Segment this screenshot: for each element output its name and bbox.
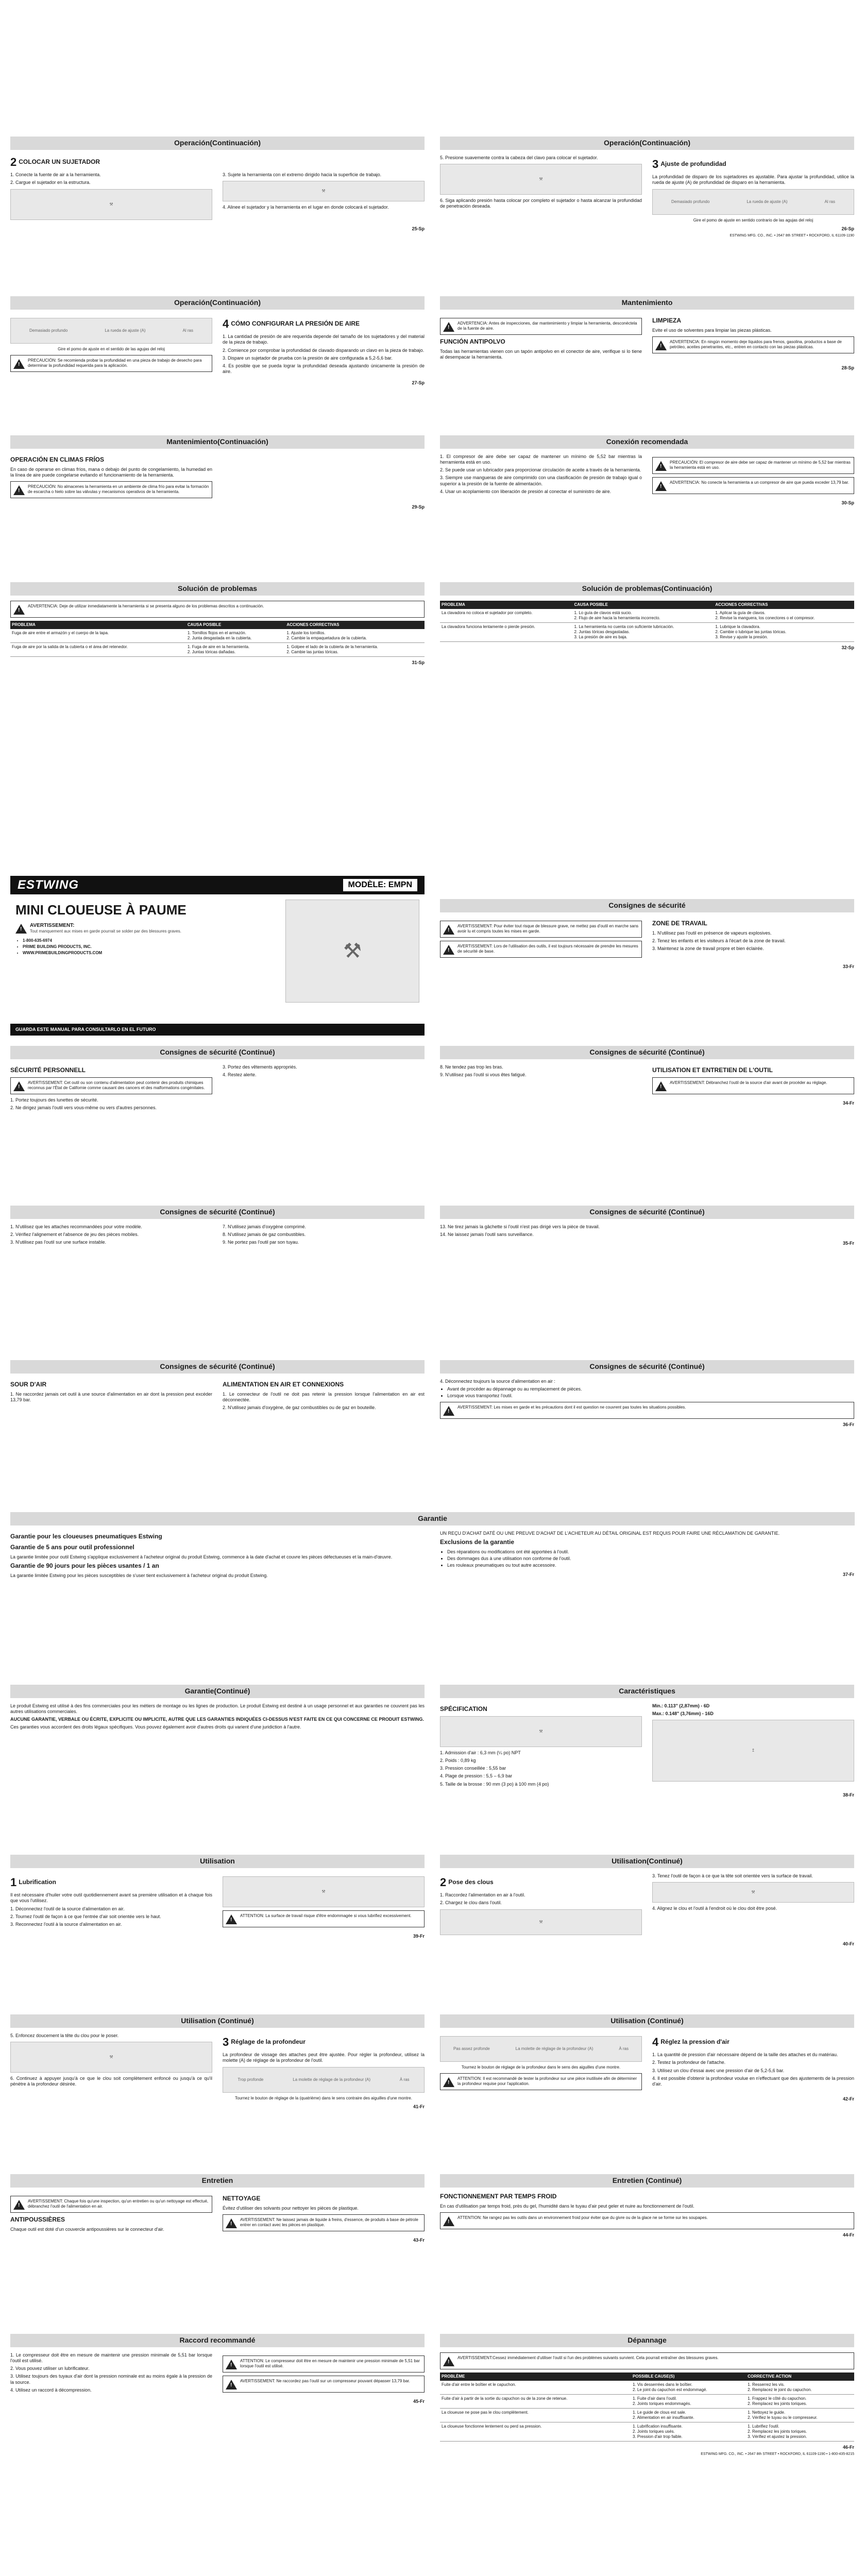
warning-icon xyxy=(443,2357,454,2366)
table-row: Fuga de aire por la salida de la cubierta o el área del retenedor. 1. Fuga de aire en la herramienta. 2. Juntas tóricas dañadas. 1. Golpee el lado de la cubierta de la herramienta. 2. Cambie las juntas tóricas. xyxy=(10,642,425,656)
nailer-illustration: ⚒ xyxy=(440,1909,642,1935)
row-5 xyxy=(10,876,855,1041)
sub-heading: SÉCURITÉ PERSONNELL xyxy=(10,1066,86,1074)
page-number: 40-Fr xyxy=(842,1941,854,1946)
warning-text: Tout manquement aux mises en garde pourrait se solder par des blessures graves. xyxy=(30,929,181,934)
page-number: 43-Fr xyxy=(413,2237,425,2243)
sub-heading: ALIMENTATION EN AIR ET CONNEXIONS xyxy=(223,1380,344,1388)
row-9 xyxy=(10,1512,855,1651)
sub-heading: OPERACIÓN EN CLIMAS FRÍOS xyxy=(10,455,105,463)
page-36-fr-a: Consignes de sécurité (Continué) SOUR D'AIR 1. Ne raccordez jamais cet outil à une source d'alimentation en air dont la pression peut excéder 13,79 bar. ALIMENTATION EN AIR ET CONNEXIONS 1. Le connecteur de l'outil ne doit pas retenir la pression lorsque l'alimentation en air est déconnectée. 2. N'utilisez jamais d'oxygène, de gaz combustibles ou de gaz en bouteille. xyxy=(10,1360,425,1463)
warning-icon xyxy=(13,1081,25,1091)
section-header: Operación(Continuación) xyxy=(10,137,425,150)
sub-heading: ZONE DE TRAVAIL xyxy=(652,919,707,927)
row-10 xyxy=(10,1685,855,1839)
caution-box: ! ATTENTION: Ne rangez pas les outils dans un environnement froid pour éviter que du givre ou de la glace ne se forme sur les soupapes. xyxy=(440,2212,854,2229)
page-36-fr-b: Consignes de sécurité (Continué) 4. Déconnectez toujours la source d'alimentation en air : • Avant de procéder au dépannage ou au remplacement de pièces. • Lorsque vous transportez l'outil. ! AVERTISSEMENT: Les mises en garde et les précautions dont il est question ne couvrent pas toutes les situations possibles. 36-Fr xyxy=(440,1360,854,1463)
model-label: MODÈLE: EMPN xyxy=(343,879,417,891)
page-number: 36-Fr xyxy=(842,1422,854,1428)
sub-heading: Exclusions de la garantie xyxy=(440,1538,515,1546)
warning-icon xyxy=(655,1081,667,1091)
sub-heading: Garantie de 5 ans pour outil professionnel xyxy=(10,1543,134,1551)
cover-page xyxy=(10,876,425,1036)
section-header: Consignes de sécurité (Continué) xyxy=(440,1046,854,1059)
section-header: Consignes de sécurité xyxy=(440,899,854,912)
cover-bottom-band: GUARDA ESTE MANUAL PARA CONSULTARLO EN EL FUTURO xyxy=(10,1024,425,1036)
warning-label: AVERTISSEMENT: xyxy=(30,922,75,928)
caution-box: ! ATTENTION: La surface de travail risque d'être endommagée si vous lubrifiez excessivement. xyxy=(223,1910,425,1927)
table-row: Fuga de aire entre el armazón y el cuerpo de la tapa. 1. Tornillos flojos en el armazón. 2. Junta desgastada en la cubierta. 1. Ajuste los tornillos. 2. Cambie la empaquetadura de la cubierta. xyxy=(10,629,425,643)
footer-address: ESTWING MFG. CO., INC. • 2647 8th STREET • ROCKFORD, IL 61109-1190 xyxy=(730,233,854,238)
page-35-fr-b: Consignes de sécurité (Continué) 13. Ne tirez jamais la gâchette si l'outil n'est pas dirigé vers la pièce de travail. 14. Ne laissez jamais l'outil sans surveillance. 35-Fr xyxy=(440,1206,854,1309)
page-42-fr: Utilisation (Continué) Pas assez profonde La molette de réglage de la profondeur (A) À ras Tournez le bouton de réglage de la profondeur dans le sens des aiguilles d'une montre. ! ATTENTION: Il est recommandé de tester la profondeur sur une pièce inutilisée afin de déterminer la profondeur requise pour l'application. 4 Réglez la pression d'air 1. La quantité de pression d'air nécessaire dépend de la taille des attaches et du matériau. 2. Testez la profondeur de l'attache. 3. Utilisez un clou d'essai avec une pression d'air de 5,2-5,6 bar. 4. Il est possible d'obtenir la profondeur voulue en n'effectuant que des ajustements de la pression d'air. 42-Fr xyxy=(440,2014,854,2125)
step-text: 2. Cargue el sujetador en la estructura. xyxy=(10,180,91,185)
warning-box: ! ADVERTENCIA: En ningún momento deje líquidos para frenos, gasolina, productos a base de petróleo, aceites penetrantes, etc., entren en contacto con las piezas plásticas. xyxy=(652,336,854,353)
section-header: Entretien (Continué) xyxy=(440,2174,854,2188)
row-14 xyxy=(10,2334,855,2504)
step-heading: 3 Ajuste de profundidad xyxy=(652,157,726,171)
nailer-illustration: ⚒ xyxy=(652,1882,854,1903)
section-header: Utilisation xyxy=(10,1855,425,1868)
row-8 xyxy=(10,1360,855,1463)
table-row: La clavadora no coloca el sujetador por completo. 1. Lo guía de clavos está sucio. 2. Flujo de aire hacia la herramienta incorrecto. 1. Aplicar la guía de clavos. 2. Revise la manguera, los conectores o el compresor. xyxy=(440,609,854,623)
depth-illustration: Pas assez profonde La molette de réglage de la profondeur (A) À ras xyxy=(440,2036,642,2062)
nailer-illustration: ⚒ xyxy=(440,1716,642,1747)
page-34-fr-a: Consignes de sécurité (Continué) SÉCURITÉ PERSONNELL ! AVERTISSEMENT: Cet outil ou son contenu d'alimentation peut contenir des produits chimiques reconnus par l'État de Californie comme causant des cancers et des malformations congénitales. 1. Portez toujours des lunettes de sécurité. 2. Ne dirigez jamais l'outil vers vous-même ou vers d'autres personnes. 3. Portez des vêtements appropriés. 4. Restez alerte. xyxy=(10,1046,425,1154)
warning-box: ! AVERTISSEMENT:Cessez immédiatement d'utiliser l'outil si l'un des problèmes suivants survient. Cela pourrait entraîner des blessures graves. xyxy=(440,2352,854,2369)
warning-icon xyxy=(13,485,25,495)
table-row: La cloueuse fonctionne lentement ou perd sa pression. 1. Lubrification insuffisante. 2. Joints toriques usés. 3. Pression d'air trop faible. 1. Lubrifiez l'outil. 2. Remplacez les joints toriques. 3. Vérifiez et ajustez la pression. xyxy=(440,2422,854,2441)
page-number: 35-Fr xyxy=(842,1241,854,1246)
page-30-sp: Conexión recomendada 1. El compresor de aire debe ser capaz de mantener un mínimo de 5,52 bar mientras la herramienta está en uso. 2. Se puede usar un lubricador para proporcionar circulación de aceite a través de la herramienta. 3. Siempre use mangueras de aire comprimido con una clasificación de presión de trabajo igual o superior a la presión de la fuente de alimentación. 4. Usar un acoplamiento con liberación de presión al conectar el suministro de aire. ! PRECAUCIÓN: El compresor de aire debe ser capaz de mantener un mínimo de 5,52 bar mientras la herramienta está en uso. ! ADVERTENCIA: No conecte la herramienta a un compresor de aire que pueda exceder 13,79 bar. 30-Sp xyxy=(440,435,854,554)
page-44-fr: Entretien (Continué) FONCTIONNEMENT PAR TEMPS FROID En cas d'utilisation par temps froid, près du gel, l'humidité dans le tuyau d'air peut geler et nuire au fonctionnement de l'outil. ! ATTENTION: Ne rangez pas les outils dans un environnement froid pour éviter que du givre ou de la glace ne se forme sur les soupapes. 44-Fr xyxy=(440,2174,854,2277)
warning-icon xyxy=(655,481,667,491)
page-number: 26-Sp xyxy=(841,226,854,231)
caption: Gire el pomo de ajuste en sentido contrario de las agujas del reloj xyxy=(693,217,813,223)
warning-box: ! AVERTISSEMENT: Lors de l'utilisation des outils, il est toujours nécessaire de prendre les mesures de sécurité de base. xyxy=(440,941,642,958)
step-heading: 1 Lubrification xyxy=(10,1875,56,1889)
section-header: Entretien xyxy=(10,2174,425,2188)
warning-icon xyxy=(226,2218,237,2228)
page-35-fr-a: Consignes de sécurité (Continué) 1. N'utilisez que les attaches recommandées pour votre modèle. 2. Vérifiez l'alignement et l'absence de jeu des pièces mobiles. 3. N'utilisez pas l'outil sur une surface instable. 7. N'utilisez jamais d'oxygène comprimé. 8. N'utilisez jamais de gaz combustibles. 9. Ne portez pas l'outil par son tuyau. xyxy=(10,1206,425,1309)
page-38-fr-a: Garantie(Continué) Le produit Estwing est utilisé à des fins commerciales pour les métiers de montage ou les lignes de production. Le produit Estwing est destiné à un usage personnel et aux garanties ne couvrent pas les autres utilisations commerciales. AUCUNE GARANTIE, VERBALE OU ÉCRITE, EXPLICITE OU IMPLICITE, AUTRE QUE LES GARANTIES INDIQUÉES CI-DESSUS N'EST FAITE EN CE QUI CONCERNE CE PRODUIT ESTWING. Ces garanties vous accordent des droits légaux spécifiques. Vous pouvez également avoir d'autres droits qui varient d'une juridiction à l'autre. xyxy=(10,1685,425,1839)
warning-icon xyxy=(443,2077,454,2087)
section-header: Consignes de sécurité (Continué) xyxy=(10,1360,425,1374)
caution-box: ! PRECAUCIÓN: No almacenes la herramienta en un ambiente de clima frío para evitar la formación de escarcha o hielo sobre las válvulas y mecanismos operativos de la herramienta. xyxy=(10,481,212,498)
section-header: Operación(Continuación) xyxy=(440,137,854,150)
warning-icon xyxy=(443,925,454,935)
table-row: La clavadora funciona lentamente o pierde presión. 1. La herramienta no cuenta con suficiente lubricación. 2. Juntas tóricas desgastadas. 3. La presión de aire es baja. 1. Lubrique la clavadora. 2. Cambie o lubrique las juntas tóricas. 3. Revise y ajuste la presión. xyxy=(440,622,854,641)
page-number: 38-Fr xyxy=(842,1792,854,1798)
section-header: Operación(Continuación) xyxy=(10,296,425,310)
section-header: Mantenimiento xyxy=(440,296,854,310)
page-number: 27-Sp xyxy=(412,380,425,385)
section-header: Mantenimiento(Continuación) xyxy=(10,435,425,449)
section-header: Conexión recomendada xyxy=(440,435,854,449)
nailer-illustration: ⚒ xyxy=(10,189,212,220)
page-number: 33-Fr xyxy=(842,963,854,969)
caution-box: ! PRECAUCIÓN: Se recomienda probar la profundidad en una pieza de trabajo de desecho para determinar la profundidad requerida para la aplicación. xyxy=(10,355,212,372)
page-26-sp xyxy=(440,137,854,247)
contact-list: • 1-800-635-6974 • PRIME BUILDING PRODUCTS, INC. • WWW.PRIMEBUILDINGPRODUCTS.COM xyxy=(23,938,280,956)
warning-box: ! AVERTISSEMENT: Ne laissez jamais de liquide à freins, d'essence, de produits à base de pétrole entrer en contact avec les pièces en plastique. xyxy=(223,2214,425,2231)
warning-box: ! ADVERTENCIA: Deje de utilizar inmediatamente la herramienta si se presenta alguno de los problemas descritos a continuación. xyxy=(10,601,425,618)
warning-icon xyxy=(13,359,25,369)
warning-box: ! AVERTISSEMENT: Pour éviter tout risque de blessure grave, ne mettez pas d'outil en marche sans avoir lu et compris toutes les mises en garde. xyxy=(440,921,642,938)
warning-icon xyxy=(15,924,27,934)
brand-logo: ESTWING xyxy=(18,878,79,892)
table-row: Fuite d'air entre le boîtier et le capuchon. 1. Vis desserrées dans le boîtier. 2. Le joint du capuchon est endommagé. 1. Resserrez les vis. 2. Remplacez le joint du capuchon. xyxy=(440,2381,854,2395)
page-25-sp xyxy=(10,137,425,247)
page-40-fr: Utilisation(Continué) 2 Pose des clous 1. Raccordez l'alimentation en air à l'outil. 2. Chargez le clou dans l'outil. ⚒ 3. Tenez l'outil de façon à ce que la tête soit orientée vers la surface de travail. ⚒ 4. Alignez le clou et l'outil à l'endroit où le clou doit être posé. 40-Fr xyxy=(440,1855,854,1958)
section-header: Utilisation(Continué) xyxy=(440,1855,854,1868)
step-heading: 2 Pose des clous xyxy=(440,1875,494,1889)
page-45-fr: Raccord recommandé 1. Le compresseur doit être en mesure de maintenir une pression minimale de 5,51 bar lorsque l'outil est utilisé. 2. Vous pouvez utiliser un lubrificateur. 3. Utilisez toujours des tuyaux d'air dont la pression nominale est au moins égale à la pression de la source. 4. Utilisez un raccord à décompression. ! ATTENTION: Le compresseur doit être en mesure de maintenir une pression minimale de 5,51 bar lorsque l'outil est utilisé. ! AVERTISSEMENT: Ne raccordez pas l'outil sur un compresseur pouvant dépasser 13,79 bar. 45-Fr xyxy=(10,2334,425,2504)
step-heading: 3 Réglage de la profondeur xyxy=(223,2035,306,2048)
warning-icon xyxy=(226,1914,237,1924)
section-header: Utilisation (Continué) xyxy=(10,2014,425,2028)
page-33-fr: Consignes de sécurité ! AVERTISSEMENT: Pour éviter tout risque de blessure grave, ne mettez pas d'outil en marche sans avoir lu et compris toutes les mises en garde. ! AVERTISSEMENT: Lors de l'utilisation des outils, il est toujours nécessaire de prendre les mesures de sécurité de base. ZONE DE TRAVAIL 1. N'utilisez pas l'outil en présence de vapeurs explosives. 2. Tenez les enfants et les visiteurs à l'écart de la zone de travail. 3. Maintenez la zone de travail propre et bien éclairée. 33-Fr xyxy=(440,899,854,1041)
caution-box: ! ATTENTION: Le compresseur doit être en mesure de maintenir une pression minimale de 5,51 bar lorsque l'outil est utilisé. xyxy=(223,2355,425,2372)
depth-illustration: Trop profonde La molette de réglage de la profondeur (A) À ras xyxy=(223,2067,425,2093)
page-37-fr-b: UN REÇU D'ACHAT DATÉ OU UNE PREUVE D'ACHAT DE L'ACHETEUR AU DÉTAIL ORIGINAL EST REQUIS POUR FAIRE UNE RÉCLAMATION DE GARANTIE. Exclusions de la garantie • Des réparations ou modifications ont été apportées à l'outil. • Des dommages dus à une utilisation non conforme de l'outil. • Les rouleaux pneumatiques ou tout autre accessoire. 37-Fr xyxy=(440,1531,854,1581)
page-43-fr: Entretien ! AVERTISSEMENT: Chaque fois qu'une inspection, qu'un entretien ou qu'un nettoyage est effectué, débranchez l'outil de l'alimentation en air. ANTIPOUSSIÈRES Chaque outil est doté d'un couvercle antipoussières sur le connecteur d'air. NETTOYAGE Évitez d'utiliser des solvants pour nettoyer les pièces de plastique. ! AVERTISSEMENT: Ne laissez jamais de liquide à freins, d'essence, de produits à base de pétrole entrer en contact avec les pièces en plastique. 43-Fr xyxy=(10,2174,425,2277)
nailer-illustration: ⚒ xyxy=(10,2042,212,2073)
row-2 xyxy=(10,296,855,410)
nailer-illustration: ⚒ xyxy=(223,181,425,201)
sub-heading: UTILISATION ET ENTRETIEN DE L'OUTIL xyxy=(652,1066,773,1074)
page-number: 34-Fr xyxy=(842,1100,854,1106)
table-row: La cloueuse ne pose pas le clou complètement. 1. Le guide de clous est sale. 2. Alimentation en air insuffisante. 1. Nettoyez le guide. 2. Vérifiez le tuyau ou le compresseur. xyxy=(440,2408,854,2422)
section-header: Garantie(Continué) xyxy=(10,1685,425,1698)
nail-diagram: ↥ xyxy=(652,1720,854,1782)
sub-heading: FUNCIÓN ANTIPOLVO xyxy=(440,337,505,345)
step-text: 6. Siga aplicando presión hasta colocar por completo el sujetador o hasta alcanzar la profundidad de penetración deseada. xyxy=(440,197,642,209)
sub-heading: Garantie de 90 jours pour les pièces usantes / 1 an xyxy=(10,1562,159,1569)
page-number: 41-Fr xyxy=(413,2104,425,2109)
table-row: Fuite d'air à partir de la sortie du capuchon ou de la zone de retenue. 1. Fuite d'air dans l'outil. 2. Joints toriques endommagés. 1. Frappez le côté du capuchon. 2. Remplacez les joints toriques. xyxy=(440,2394,854,2408)
row-7 xyxy=(10,1206,855,1309)
section-header: Solución de problemas xyxy=(10,582,425,596)
page-38-fr-b: Caractéristiques SPÉCIFICATION ⚒ 1. Admission d'air : 6,3 mm (¼ po) NPT 2. Poids : 0,89 kg 3. Pression conseillée : 5,55 bar 4. Plage de pression : 5,5 – 6,9 bar 5. Taille de la brosse : 90 mm (3 po) à 100 mm (4 po) Min.: 0.113" (2,87mm) - 6D Max.: 0.148" (3,76mm) - 16D ↥ 38-Fr xyxy=(440,1685,854,1839)
warning-box: ! ADVERTENCIA: Antes de inspecciones, dar mantenimiento y limpiar la herramienta, desconéctela de la fuente de aire. xyxy=(440,318,642,335)
step-text: 4. Alinee el sujetador y la herramienta en el lugar en donde colocará el sujetador. xyxy=(223,205,389,210)
caption: Gire el pomo de ajuste en el sentido de las agujas del reloj xyxy=(58,346,165,351)
section-header: Raccord recommandé xyxy=(10,2334,425,2347)
warning-icon xyxy=(655,341,667,350)
product-image: ⚒ xyxy=(285,900,419,1003)
oil-illustration: ⚒ xyxy=(223,1876,425,1907)
section-header: Consignes de sécurité (Continué) xyxy=(440,1360,854,1374)
page-34-fr-b: Consignes de sécurité (Continué) 8. Ne tendez pas trop les bras. 9. N'utilisez pas l'outil si vous êtes fatigué. UTILISATION ET ENTRETIEN DE L'OUTIL ! AVERTISSEMENT: Débranchez l'outil de la source d'air avant de procéder au réglage. 34-Fr xyxy=(440,1046,854,1154)
warning-box: ! AVERTISSEMENT: Les mises en garde et les précautions dont il est question ne couvrent pas toutes les situations possibles. xyxy=(440,1402,854,1419)
warning-icon xyxy=(443,1406,454,1416)
troubleshooting-table: PROBLEMA CAUSA POSIBLE ACCIONES CORRECTIVAS La clavadora no coloca el sujetador por completo. 1. Lo guía de clavos está sucio. 2. Flujo de aire hacia la herramienta incorrecto. 1. Aplicar la guía de clavos. 2. Revise la manguera, los conectores o el compresor. La clavadora funciona lentamente o pierde presión. 1. La herramienta no cuenta con suficiente lubricación. 2. Juntas tóricas desgastadas. 3. La presión de aire es baja. 1. Lubrique la clavadora. 2. Cambie o lubrique las juntas tóricas. 3. Revise y ajuste la presión. xyxy=(440,601,854,642)
section-header: Garantie xyxy=(10,1512,855,1526)
section-header: Consignes de sécurité (Continué) xyxy=(10,1206,425,1219)
troubleshooting-table: PROBLEMA CAUSA POSIBLE ACCIONES CORRECTIVAS Fuga de aire entre el armazón y el cuerpo de la tapa. 1. Tornillos flojos en el armazón. 2. Junta desgastada en la cubierta. 1. Ajuste los tornillos. 2. Cambie la empaquetadura de la cubierta. Fuga de aire por la salida de la cubierta o el área del retenedor. 1. Fuga de aire en la herramienta. 2. Juntas tóricas dañadas. 1. Golpee el lado de la cubierta de la herramienta. 2. Cambie las juntas tóricas. xyxy=(10,621,425,657)
row-4 xyxy=(10,582,855,685)
warning-icon xyxy=(443,322,454,332)
page-number: 28-Sp xyxy=(841,365,854,370)
row-11 xyxy=(10,1855,855,1958)
depth-illustration: Demasiado profundo La rueda de ajuste (A) Al ras xyxy=(652,189,854,215)
section-header: Consignes de sécurité (Continué) xyxy=(440,1206,854,1219)
sub-heading: Garantie pour les cloueuses pneumatiques Estwing xyxy=(10,1532,162,1540)
step-text: 3. Sujete la herramienta con el extremo dirigido hacia la superficie de trabajo. xyxy=(223,172,382,177)
warning-icon xyxy=(443,945,454,955)
section-header: Utilisation (Continué) xyxy=(440,2014,854,2028)
page-46-fr xyxy=(440,2334,854,2504)
warning-icon xyxy=(226,2360,237,2369)
page-27-sp: Operación(Continuación) Demasiado profundo La rueda de ajuste (A) Al ras Gire el pomo de ajuste en el sentido de las agujas del reloj ! PRECAUCIÓN: Se recomienda probar la profundidad en una pieza de trabajo de desecho para determinar la profundidad requerida para la aplicación. 4 CÓMO CONFIGURAR LA PRESIÓN DE AIRE 1. La cantidad de presión de aire requerida depende del tamaño de los sujetadores y del material de la pieza de trabajo. 2. Comience por comprobar la profundidad de clavado disparando un clavo en la pieza de trabajo. 3. Dispare un sujetador de prueba con la presión de aire configurada a 5,2-5,6 bar. 4. Es posible que se pueda lograr la profundidad deseada ajustando únicamente la presión de aire. 27-Sp xyxy=(10,296,425,410)
page-37-fr-a: Garantie pour les cloueuses pneumatiques Estwing Garantie de 5 ans pour outil professionnel La garantie limitée pour outil Estwing s'applique exclusivement à l'acheteur original du produit Estwing, commence à la date d'achat et couvre les pièces défectueuses et la main-d'œuvre. Garantie de 90 jours pour les pièces usantes / 1 an La garantie limitée Estwing pour les pièces susceptibles de s'user tient exclusivement à l'acheteur original du produit Estwing. xyxy=(10,1531,425,1581)
page-number: 45-Fr xyxy=(413,2398,425,2404)
page-29-sp: Mantenimiento(Continuación) OPERACIÓN EN CLIMAS FRÍOS En caso de operarse en climas fríos, mana o debajo del punto de congelamiento, la humedad en la línea de aire puede congelarse evitando el funcionamiento de la herramienta. ! PRECAUCIÓN: No almacenes la herramienta en un ambiente de clima frío para evitar la formación de escarcha o hielo sobre las válvulas y mecanismos operativos de la herramienta. 29-Sp xyxy=(10,435,425,554)
step-heading: 4 CÓMO CONFIGURAR LA PRESIÓN DE AIRE xyxy=(223,317,360,330)
warning-box: ! AVERTISSEMENT: Chaque fois qu'une inspection, qu'un entretien ou qu'un nettoyage est effectué, débranchez l'outil de l'alimentation en air. xyxy=(10,2196,212,2213)
page-31-sp xyxy=(10,582,425,685)
sub-heading: LIMPIEZA xyxy=(652,316,681,324)
row-1 xyxy=(10,137,855,247)
sub-heading: SPÉCIFICATION xyxy=(440,1705,487,1713)
sub-heading: SOUR D'AIR xyxy=(10,1380,47,1388)
row-6 xyxy=(10,1046,855,1154)
caution-box: ! PRECAUCIÓN: El compresor de aire debe ser capaz de mantener un mínimo de 5,52 bar mientras la herramienta está en uso. xyxy=(652,457,854,474)
sub-heading: NETTOYAGE xyxy=(223,2194,261,2202)
page-number: 39-Fr xyxy=(413,1933,425,1939)
step-heading: 4 Réglez la pression d'air xyxy=(652,2035,730,2048)
caution-box: ! ATTENTION: Il est recommandé de tester la profondeur sur une pièce inutilisée afin de déterminer la profondeur requise pour l'application. xyxy=(440,2073,642,2090)
warning-icon xyxy=(443,2216,454,2226)
troubleshooting-table: PROBLÈME POSSIBLE CAUSE(S) CORRECTIVE ACTION Fuite d'air entre le boîtier et le capuchon. 1. Vis desserrées dans le boîtier. 2. Le joint du capuchon est endommagé. 1. Resserrez les vis. 2. Remplacez le joint du capuchon. Fuite d'air à partir de la sortie du capuchon ou de la zone de retenue. 1. Fuite d'air dans l'outil. 2. Joints toriques endommagés. 1. Frappez le côté du capuchon. 2. Remplacez les joints toriques. La cloueuse ne pose pas le clou complètement. 1. Le guide de clous est sale. 2. Alimentation en air insuffisante. 1. Nettoyez le guide. 2. Vérifiez le tuyau ou le compresseur. La cloueuse fonctionne lentement ou perd sa pression. 1. Lubrification insuffisante. 2. Joints toriques usés. 3. Pression d'air trop faible. 1. Lubrifiez l'outil. 2. Remplacez les joints toriques. 3. Vérifiez et ajustez la pression. xyxy=(440,2372,854,2442)
page-number: 29-Sp xyxy=(412,504,425,510)
warning-box: ! AVERTISSEMENT: Cet outil ou son contenu d'alimentation peut contenir des produits chimiques reconnus par l'État de Californie comme causant des cancers et des malformations congénitales. xyxy=(10,1077,212,1094)
warning-box: ! AVERTISSEMENT: Débranchez l'outil de la source d'air avant de procéder au réglage. xyxy=(652,1077,854,1094)
page-number: 46-Fr xyxy=(842,2444,854,2450)
section-header: Solución de problemas(Continuación) xyxy=(440,582,854,596)
step-heading: 2 COLOCAR UN SUJETADOR xyxy=(10,155,100,168)
page-28-sp: Mantenimiento ! ADVERTENCIA: Antes de inspecciones, dar mantenimiento y limpiar la herramienta, desconéctela de la fuente de aire. FUNCIÓN ANTIPOLVO Todas las herramientas vienen con un tapón antipolvo en el conector de aire, verifique si lo tiene al desempacar la herramienta. LIMPIEZA Evite el uso de solventes para limpiar las piezas plásticas. ! ADVERTENCIA: En ningún momento deje líquidos para frenos, gasolina, productos a base de petróleo, aceites penetrantes, etc., entren en contacto con las piezas plásticas. 28-Sp xyxy=(440,296,854,410)
warning-icon xyxy=(655,461,667,471)
sub-heading: ANTIPOUSSIÈRES xyxy=(10,2215,65,2223)
cover-title: MINI CLOUEUSE À PAUME xyxy=(15,902,186,918)
cover-band xyxy=(10,876,425,894)
page-number: 25-Sp xyxy=(412,226,425,231)
section-header: Dépannage xyxy=(440,2334,854,2347)
sub-heading: FONCTIONNEMENT PAR TEMPS FROID xyxy=(440,2192,557,2200)
page-32-sp xyxy=(440,582,854,685)
page-41-fr: Utilisation (Continué) 5. Enfoncez doucement la tête du clou pour le poser. ⚒ 6. Continuez à appuyer jusqu'à ce que le clou soit complètement enfoncé ou jusqu'à ce qu'il pénètre à la profondeur désirée. 3 Réglage de la profondeur La profondeur de vissage des attaches peut être ajustée. Pour régler la profondeur, utilisez la molette (A) de réglage de la profondeur de l'outil. Trop profonde La molette de réglage de la profondeur (A) À ras Tournez le bouton de réglage de la (quatrième) dans le sens contraire des aiguilles d'une montre. 41-Fr xyxy=(10,2014,425,2125)
depth-illustration: Demasiado profundo La rueda de ajuste (A) Al ras xyxy=(10,318,212,344)
row-13 xyxy=(10,2174,855,2277)
warning-icon xyxy=(226,2380,237,2389)
row-12 xyxy=(10,2014,855,2125)
nailer-illustration: ⚒ xyxy=(440,164,642,195)
step-text: 5. Presione suavemente contra la cabeza del clavo para colocar el sujetador. xyxy=(440,155,598,160)
body-text: La profundidad de disparo de los sujetadores es ajustable. Para ajustar la profundidad, utilice la rueda de ajuste (A) de profundidad de disparo en la herramienta. xyxy=(652,174,854,185)
section-header: Consignes de sécurité (Continué) xyxy=(10,1046,425,1059)
page-39-fr: Utilisation 1 Lubrification Il est nécessaire d'huiler votre outil quotidiennement avant sa première utilisation et à chaque fois que vous l'utilisez. 1. Déconnectez l'outil de la source d'alimentation en air. 2. Tournez l'outil de façon à ce que l'entrée d'air soit orientée vers le haut. 3. Reconnectez l'outil à la source d'alimentation en air. ⚒ ! ATTENTION: La surface de travail risque d'être endommagée si vous lubrifiez excessivement. 39-Fr xyxy=(10,1855,425,1958)
warning-box: ! AVERTISSEMENT: Ne raccordez pas l'outil sur un compresseur pouvant dépasser 13,79 bar. xyxy=(223,2376,425,2393)
warning-box: ! ADVERTENCIA: No conecte la herramienta a un compresor de aire que pueda exceder 13,79 bar. xyxy=(652,477,854,494)
warning-icon xyxy=(13,605,25,615)
footer-address: ESTWING MFG. CO., INC. • 2647 8th STREET • ROCKFORD, IL 61109-1190 • 1-800-435-8215 xyxy=(701,2452,854,2456)
step-text: 1. Conecte la fuente de air a la herramienta. xyxy=(10,172,101,177)
warning-icon xyxy=(13,2200,25,2210)
page-number: 32-Sp xyxy=(841,645,854,650)
section-header: Caractéristiques xyxy=(440,1685,854,1698)
page-number: 42-Fr xyxy=(842,2096,854,2102)
page-number: 44-Fr xyxy=(842,2232,854,2238)
page-number: 30-Sp xyxy=(841,500,854,505)
page-number: 31-Sp xyxy=(412,659,425,665)
row-3 xyxy=(10,435,855,554)
page-number: 37-Fr xyxy=(842,1571,854,1577)
